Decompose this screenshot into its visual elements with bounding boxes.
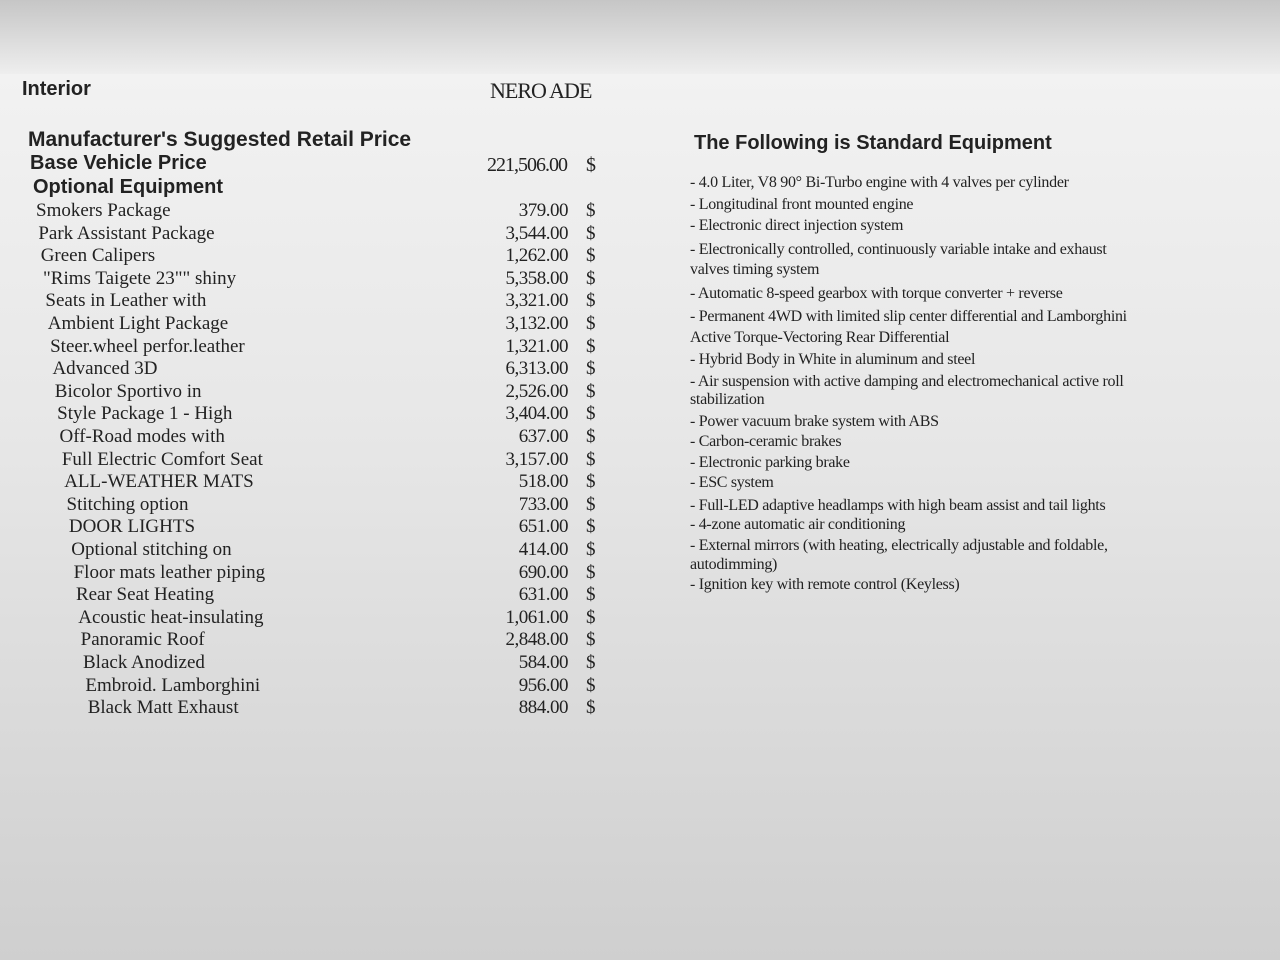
option-amount: 651.00 (518, 516, 568, 538)
option-name: Panoramic Roof (80, 629, 205, 651)
option-amount: 631.00 (518, 584, 568, 606)
standard-equipment-line: - Electronic direct injection system (690, 217, 904, 234)
option-amount: 379.00 (518, 200, 568, 221)
msrp-title: Manufacturer's Suggested Retail Price (28, 128, 412, 151)
option-name: Advanced 3D (52, 358, 158, 380)
option-amount: 733.00 (518, 493, 568, 515)
option-currency: $ (586, 448, 596, 470)
option-currency: $ (586, 471, 596, 493)
option-name: Embroid. Lamborghini (85, 674, 261, 696)
option-currency: $ (586, 426, 596, 447)
standard-equipment-line: Active Torque-Vectoring Rear Differential (690, 329, 950, 346)
standard-equipment-line: - Permanent 4WD with limited slip center differential and Lamborghini (690, 308, 1127, 325)
standard-equipment-line: - Power vacuum brake system with ABS (690, 413, 939, 430)
option-currency: $ (586, 358, 596, 380)
option-amount: 6,313.00 (505, 358, 568, 380)
option-name: Acoustic heat-insulating (78, 606, 264, 628)
option-amount: 414.00 (518, 539, 568, 560)
option-name: "Rims Taigete 23"" shiny (43, 267, 237, 289)
standard-equipment-line: - Automatic 8-speed gearbox with torque converter + reverse (690, 285, 1063, 302)
base-price-currency: $ (586, 154, 596, 176)
standard-equipment-line: - Electronic parking brake (690, 454, 850, 471)
option-currency: $ (586, 267, 596, 289)
option-currency: $ (586, 561, 596, 583)
option-amount: 3,132.00 (505, 313, 568, 334)
option-amount: 2,848.00 (505, 629, 568, 651)
option-amount: 637.00 (518, 426, 568, 447)
option-name: Park Assistant Package (38, 222, 215, 244)
standard-equipment-title: The Following is Standard Equipment (694, 132, 1052, 154)
option-currency: $ (586, 674, 596, 696)
option-name: Steer.wheel perfor.leather (50, 335, 245, 357)
option-currency: $ (586, 403, 596, 425)
option-amount: 1,321.00 (505, 335, 568, 357)
option-currency: $ (586, 584, 596, 606)
interior-label: Interior (22, 78, 91, 100)
option-currency: $ (586, 697, 596, 719)
option-amount: 5,358.00 (505, 267, 568, 289)
option-name: Black Anodized (83, 652, 205, 673)
base-price-amount: 221,506.00 (487, 154, 567, 176)
standard-equipment-line: stabilization (690, 391, 765, 408)
standard-equipment-line: - Air suspension with active damping and electromechanical active roll (690, 373, 1124, 390)
option-name: Ambient Light Package (47, 313, 229, 334)
standard-equipment-line: - ESC system (690, 474, 774, 491)
option-amount: 3,544.00 (505, 222, 568, 244)
option-currency: $ (586, 516, 596, 538)
option-name: Floor mats leather piping (73, 561, 266, 583)
option-name: Smokers Package (36, 200, 171, 221)
option-name: Stitching option (66, 493, 189, 515)
option-amount: 518.00 (518, 471, 568, 493)
option-amount: 2,526.00 (505, 380, 568, 402)
standard-equipment-line: valves timing system (690, 261, 820, 278)
option-name: Green Calipers (40, 245, 156, 267)
option-currency: $ (586, 493, 596, 515)
option-name: Rear Seat Heating (75, 584, 215, 606)
option-currency: $ (586, 245, 596, 267)
option-name: Off-Road modes with (59, 426, 225, 447)
option-amount: 1,262.00 (505, 245, 568, 267)
standard-equipment-line: - 4.0 Liter, V8 90° Bi-Turbo engine with 4 valves per cylinder (690, 174, 1069, 191)
option-name: Full Electric Comfort Seat (61, 448, 263, 470)
option-name: Black Matt Exhaust (87, 697, 239, 719)
option-currency: $ (586, 200, 596, 221)
standard-equipment-line: - External mirrors (with heating, electrically adjustable and foldable, (690, 537, 1108, 554)
option-amount: 956.00 (518, 674, 568, 696)
option-name: Seats in Leather with (45, 290, 207, 312)
option-amount: 584.00 (518, 652, 568, 673)
standard-equipment-line: - Electronically controlled, continuously variable intake and exhaust (690, 241, 1107, 258)
option-currency: $ (586, 313, 596, 334)
option-currency: $ (586, 222, 596, 244)
interior-value: NERO ADE (490, 78, 592, 103)
standard-equipment-line: - 4-zone automatic air conditioning (690, 516, 906, 533)
standard-equipment-line: - Longitudinal front mounted engine (690, 196, 914, 213)
option-name: ALL-WEATHER MATS (64, 471, 254, 493)
base-price-label: Base Vehicle Price (30, 152, 207, 174)
option-currency: $ (586, 380, 596, 402)
option-currency: $ (586, 606, 596, 628)
option-currency: $ (586, 629, 596, 651)
option-currency: $ (586, 290, 596, 312)
option-currency: $ (586, 335, 596, 357)
option-currency: $ (586, 539, 596, 560)
standard-equipment-line: - Hybrid Body in White in aluminum and steel (690, 351, 976, 368)
standard-equipment-line: - Carbon-ceramic brakes (690, 433, 842, 450)
optional-equipment-label: Optional Equipment (33, 176, 223, 198)
option-amount: 3,321.00 (505, 290, 568, 312)
option-amount: 884.00 (518, 697, 568, 719)
standard-equipment-line: - Ignition key with remote control (Keyless) (690, 576, 960, 593)
standard-equipment-line: autodimming) (690, 556, 778, 573)
option-name: Style Package 1 - High (57, 403, 233, 425)
option-amount: 1,061.00 (505, 606, 568, 628)
option-amount: 690.00 (518, 561, 568, 583)
option-name: Bicolor Sportivo in (54, 380, 202, 402)
standard-equipment-line: - Full-LED adaptive headlamps with high beam assist and tail lights (690, 497, 1106, 514)
option-amount: 3,404.00 (505, 403, 568, 425)
monitor-bezel (0, 0, 1280, 74)
option-name: Optional stitching on (71, 539, 232, 560)
option-name: DOOR LIGHTS (68, 516, 196, 538)
option-currency: $ (586, 652, 596, 673)
window-sticker-page (0, 74, 1280, 960)
option-amount: 3,157.00 (505, 448, 568, 470)
